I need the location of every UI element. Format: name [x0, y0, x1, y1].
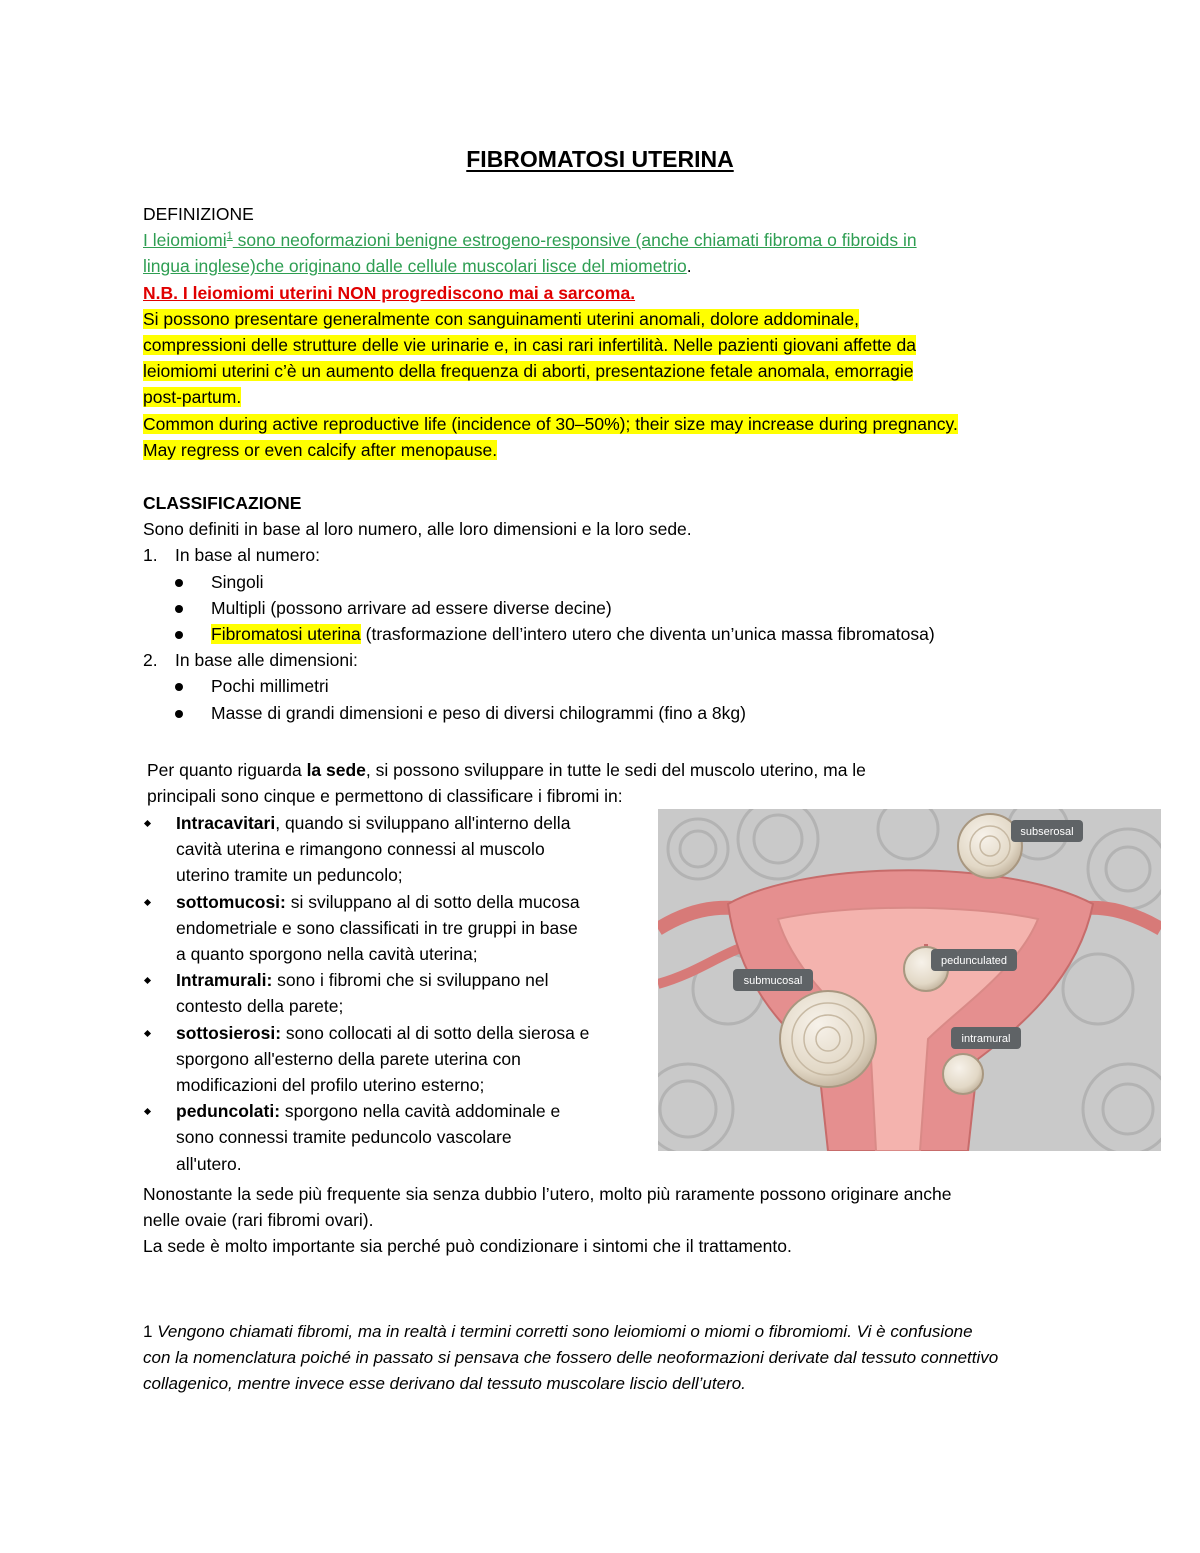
- sede-item-line: all'utero.: [176, 1153, 242, 1174]
- document-title: FIBROMATOSI UTERINA: [466, 146, 734, 172]
- bullet-item-singoli: [143, 569, 1063, 595]
- sede-item-line: a quanto sporgono nella cavità uterina;: [176, 944, 478, 965]
- hl-line-2: [143, 332, 1063, 358]
- hl-line-1: [143, 306, 1063, 332]
- bullet-item-multipli: [143, 595, 1063, 621]
- label-intramural-text: intramural: [961, 1033, 1011, 1045]
- sede-item-line: uterino tramite un peduncolo;: [176, 865, 403, 886]
- sede-text-a: Per quanto riguarda: [147, 760, 307, 780]
- sede-line-1: [147, 757, 1067, 783]
- uterus-fibroid-illustration: [658, 809, 1161, 1151]
- definizione-line-1: [143, 227, 1063, 253]
- sede-line-2: principali sono cinque e permettono di classificare i fibromi in:: [147, 786, 623, 807]
- bullet-item-millimetri: [143, 673, 1063, 699]
- label-subserosal-text: subserosal: [1020, 826, 1074, 838]
- submucosal-fibroid: [780, 991, 876, 1087]
- footnote-line-1: Vengono chiamati fibromi, ma in realtà i termini corretti sono leiomiomi o miomi o fibromiomi. Vi è confusione: [152, 1322, 973, 1341]
- sede-closing-line-3: La sede è molto importante sia perché può condizionare i sintomi che il trattamento.: [143, 1236, 792, 1257]
- diamond-bullet-icon: [144, 977, 151, 984]
- sede-item-line: cavità uterina e rimangono connessi al muscolo: [176, 839, 545, 860]
- sede-item-intracavitari: [143, 810, 643, 889]
- classificazione-heading: CLASSIFICAZIONE: [143, 493, 302, 513]
- definizione-green-c: lingua inglese)che originano dalle cellule muscolari lisce del miometrio: [143, 256, 687, 277]
- sede-item-term: Intramurali:: [176, 970, 273, 991]
- definizione-green-a: I leiomiomi: [143, 230, 227, 251]
- definizione-section: [143, 201, 1063, 463]
- sede-item-line: modificazioni del profilo uterino esterno;: [176, 1075, 485, 1096]
- footnote-line-2: con la nomenclatura poiché in passato si pensava che fossero delle neoformazioni derivate dal tessuto connettivo: [143, 1348, 999, 1367]
- list-item-numero: [143, 542, 1063, 568]
- sede-closing: [143, 1181, 1063, 1260]
- definizione-green-b: sono neoformazioni benigne estrogeno-responsive (anche chiamati fibroma o fibroids in: [232, 230, 917, 251]
- sede-item-line: sporgono all'esterno della parete uterina con: [176, 1048, 521, 1069]
- list-number-2: 2.: [143, 650, 158, 671]
- nb-text: N.B. I leiomiomi uterini NON progrediscono mai a sarcoma.: [143, 282, 636, 303]
- definizione-period: .: [686, 256, 692, 277]
- intramural-fibroid: [943, 1054, 983, 1094]
- sede-item-text: sono i fibromi che si sviluppano nel: [272, 970, 549, 991]
- list-item-dimensioni: [143, 647, 1063, 673]
- hl-text-5: Common during active reproductive life (incidence of 30–50%); their size may increase during pregnancy.: [143, 413, 958, 434]
- hl-text-6: May regress or even calcify after menopause.: [143, 439, 498, 460]
- hl-line-4: [143, 384, 1063, 410]
- bullet-icon: [175, 605, 183, 613]
- sede-text-bold: la sede: [306, 760, 366, 780]
- sede-item-line: endometriale e sono classificati in tre gruppi in base: [176, 917, 578, 938]
- sede-item-sottomucosi: [143, 889, 643, 968]
- label-submucosal-text: submucosal: [743, 975, 803, 987]
- label-submucosal: [733, 969, 813, 991]
- diamond-bullet-icon: [144, 1108, 151, 1115]
- definizione-heading: DEFINIZIONE: [143, 204, 254, 224]
- diamond-bullet-icon: [144, 820, 151, 827]
- bullet-text: (trasformazione dell’intero utero che diventa un’unica massa fibromatosa): [360, 624, 935, 645]
- uterus-svg: [658, 809, 1161, 1151]
- hl-line-3: [143, 358, 1063, 384]
- diamond-bullet-icon: [144, 1030, 151, 1037]
- list-label-dimensioni: In base alle dimensioni:: [175, 650, 358, 671]
- classificazione-intro: Sono definiti in base al loro numero, alle loro dimensioni e la loro sede.: [143, 519, 692, 540]
- sede-item-line: sono connessi tramite peduncolo vascolare: [176, 1127, 512, 1148]
- sede-item-text: sporgono nella cavità addominale e: [280, 1101, 561, 1122]
- hl-line-5: [143, 411, 1063, 437]
- sede-item-term: sottosierosi:: [176, 1022, 282, 1043]
- hl-text-1: Si possono presentare generalmente con sanguinamenti uterini anomali, dolore addominale,: [143, 308, 860, 329]
- sede-item-text: si sviluppano al di sotto della mucosa: [285, 891, 580, 912]
- definizione-line-2: [143, 253, 1063, 279]
- bullet-icon: [175, 710, 183, 718]
- hl-text-3: leiomiomi uterini c’è un aumento della frequenza di aborti, presentazione fetale anomala, emorragie: [143, 361, 914, 382]
- list-number-1: 1.: [143, 545, 158, 566]
- footnote-line-3: collagenico, mentre invece esse derivano dal tessuto muscolare liscio dell’utero.: [143, 1374, 746, 1393]
- sede-item-intramurali: [143, 967, 643, 1019]
- hl-text-4: post-partum.: [143, 387, 242, 408]
- bullet-icon: [175, 631, 183, 639]
- hl-line-6: [143, 437, 1063, 463]
- footnote-number: 1: [143, 1322, 153, 1341]
- diamond-bullet-icon: [144, 899, 151, 906]
- sede-item-text: sono collocati al di sotto della sierosa e: [281, 1022, 590, 1043]
- sede-text-c: , si possono sviluppare in tutte le sedi del muscolo uterino, ma le: [365, 760, 866, 780]
- label-pedunculated-text: pedunculated: [940, 955, 1008, 967]
- label-subserosal: [1011, 820, 1083, 842]
- bullet-icon: [175, 683, 183, 691]
- bullet-icon: [175, 579, 183, 587]
- sede-item-term: sottomucosi:: [176, 891, 286, 912]
- footnote-ref[interactable]: 1: [226, 230, 233, 243]
- bullet-text: Masse di grandi dimensioni e peso di diversi chilogrammi (fino a 8kg): [211, 702, 746, 723]
- sede-item-sottosierosi: [143, 1020, 643, 1099]
- label-intramural: [951, 1027, 1021, 1049]
- sede-list: [143, 810, 643, 1177]
- sede-item-peduncolati: [143, 1098, 643, 1177]
- nb-note: [143, 280, 1063, 306]
- sede-item-term: peduncolati:: [176, 1101, 281, 1122]
- bullet-item-masse: [143, 700, 1063, 726]
- classificazione-section: [143, 490, 1063, 726]
- bullet-text-highlight: Fibromatosi uterina: [211, 624, 361, 645]
- bullet-text: Multipli (possono arrivare ad essere diverse decine): [211, 597, 612, 618]
- hl-text-2: compressioni delle strutture delle vie urinarie e, in casi rari infertilità. Nelle pazienti giovani affette da: [143, 335, 916, 356]
- footnote: [143, 1319, 1073, 1397]
- sede-closing-line-1: Nonostante la sede più frequente sia senza dubbio l’utero, molto più raramente possono originare anche: [143, 1184, 952, 1204]
- list-label-numero: In base al numero:: [175, 545, 320, 566]
- sede-item-text: , quando si sviluppano all'interno della: [275, 813, 571, 833]
- sede-item-line: contesto della parete;: [176, 996, 344, 1017]
- label-pedunculated: [931, 949, 1017, 971]
- sede-item-term: Intracavitari: [176, 813, 276, 833]
- bullet-item-fibromatosi: [143, 621, 1063, 647]
- bullet-text: Singoli: [211, 571, 264, 592]
- sede-paragraph: [147, 757, 1067, 809]
- sede-closing-line-2: nelle ovaie (rari fibromi ovari).: [143, 1210, 374, 1231]
- bullet-text: Pochi millimetri: [211, 676, 329, 697]
